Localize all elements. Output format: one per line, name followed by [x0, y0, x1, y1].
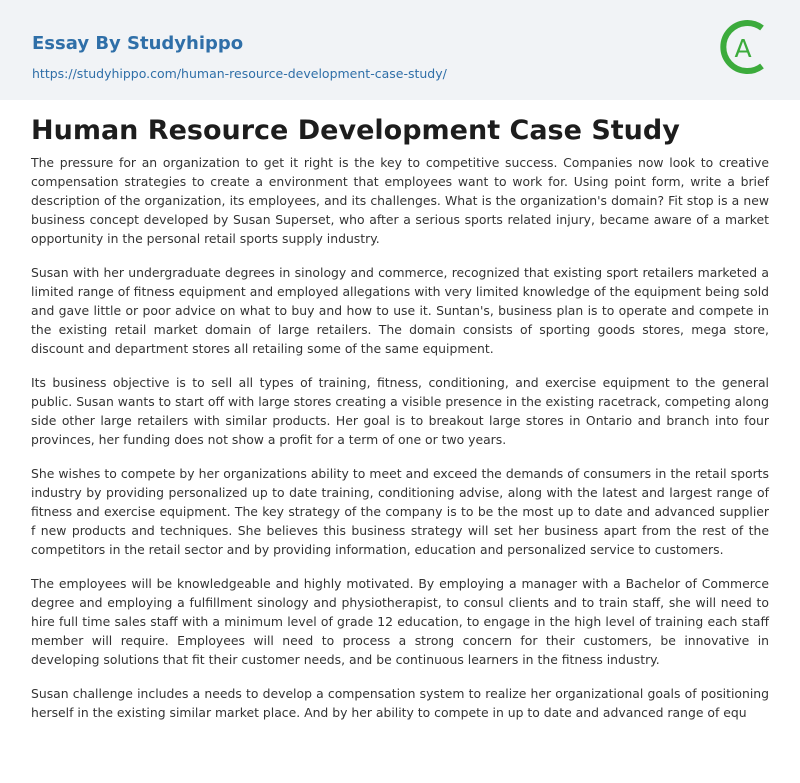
paragraph: Susan challenge includes a needs to develop a compensation system to realize her organizational goals of positioning herself in the existing similar market place. And by her ability to compete in up to date and advanced range of equ	[31, 686, 769, 720]
paragraph: Its business objective is to sell all types of training, fitness, conditioning, and exercise equipment to the general public. Susan wants to start off with large stores creating a visible presence in the existing racetrack, competing along side other large retailers with similar products. Her goal is to breakout large stores in Ontario and branch into four provinces, her funding does not show a profit for a term of one or two years.	[31, 375, 769, 447]
page-url[interactable]: https://studyhippo.com/human-resource-development-case-study/	[32, 66, 447, 81]
page-title: Human Resource Development Case Study	[31, 115, 680, 146]
paragraph: She wishes to compete by her organizations ability to meet and exceed the demands of consumers in the retail sports industry by providing personalized up to date training, conditioning advise, along with the latest and largest range of fitness and exercise equipment. The key strategy of the company is to be the most up to date and advanced supplier f new products and techniques. She believes this business strategy will set her business apart from the rest of the competitors in the retail sector and by providing information, education and personalized service to customers.	[31, 466, 769, 557]
logo-icon[interactable]	[714, 14, 770, 80]
paragraph: The pressure for an organization to get it right is the key to competitive success. Companies now look to creative compensation strategies to create a environment that employees want to work for. Using point form, write a brief description of the organization, its employees, and its challenges. What is the organization's domain? Fit stop is a new business concept developed by Susan Superset, who after a serious sports related injury, became aware of a market opportunity in the personal retail sports supply industry.	[31, 155, 769, 246]
article	[0, 114, 800, 722]
paragraph: Susan with her undergraduate degrees in sinology and commerce, recognized that existing sport retailers marketed a limited range of fitness equipment and employed allegations with very limited knowledge of the equipment being sold and gave little or poor advice on what to buy and how to use it. Suntan's, business plan is to operate and compete in the existing retail market domain of large retailers. The domain consists of sporting goods stores, mega store, discount and department stores all retailing some of the same equipment.	[31, 265, 769, 356]
site-header	[0, 0, 800, 100]
paragraph: The employees will be knowledgeable and highly motivated. By employing a manager with a Bachelor of Commerce degree and employing a fulfillment sinology and physiotherapist, to consul clients and to train staff, she will need to hire full time sales staff with a minimum level of grade 12 education, to engage in the high level of training each staff member will require. Employees will need to process a strong concern for their customers, be innovative in developing solutions that fit their customer needs, and be continuous learners in the fitness industry.	[31, 576, 769, 667]
logo-letter: A	[734, 34, 752, 63]
site-brand[interactable]: Essay By Studyhippo	[32, 33, 244, 54]
